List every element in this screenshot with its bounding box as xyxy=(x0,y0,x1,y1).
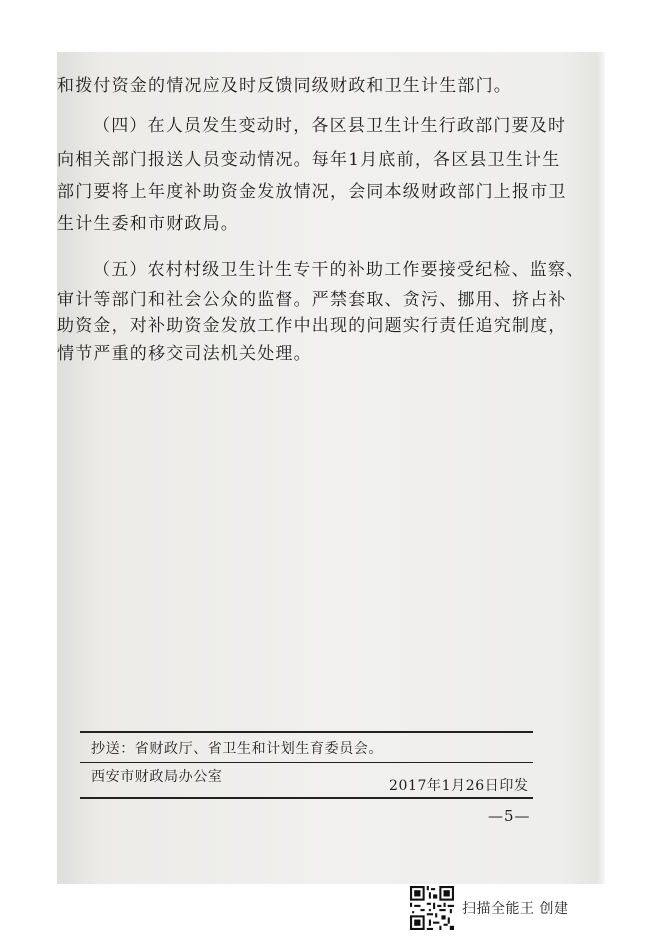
body-line: 情节严重的移交司法机关处理。 xyxy=(57,344,312,364)
cc-line: 抄送：省财政厅、省卫生和计划生育委员会。 xyxy=(91,741,383,757)
issuer-office: 西安市财政局办公室 xyxy=(91,769,223,785)
issue-date: 2017年1月26日印发 xyxy=(389,778,529,794)
body-line: 助资金，对补助资金发放工作中出现的问题实行责任追究制度， xyxy=(57,316,567,336)
footer-rule-top xyxy=(80,731,533,733)
qr-code-icon xyxy=(410,886,454,930)
watermark-text: 扫描全能王 创建 xyxy=(462,901,569,917)
footer-rule-middle xyxy=(80,762,533,763)
paper-sheet xyxy=(57,52,605,884)
body-line: 生计生委和市财政局。 xyxy=(57,214,239,234)
body-line: （五）农村村级卫生计生专干的补助工作要接受纪检、监察、 xyxy=(93,260,585,280)
body-line: 和拨付资金的情况应及时反馈同级财政和卫生计生部门。 xyxy=(57,76,512,96)
page-number: —5— xyxy=(488,807,531,825)
body-line: （四）在人员发生变动时，各区县卫生计生行政部门要及时 xyxy=(93,116,567,136)
scanner-watermark xyxy=(410,886,568,930)
body-line: 向相关部门报送人员变动情况。每年1月底前，各区县卫生计生 xyxy=(57,150,561,170)
body-line: 部门要将上年度补助资金发放情况，会同本级财政部门上报市卫 xyxy=(57,182,567,202)
paper-edge xyxy=(598,52,605,884)
footer-rule-bottom xyxy=(80,797,533,799)
body-line: 审计等部门和社会公众的监督。严禁套取、贪污、挪用、挤占补 xyxy=(57,290,567,310)
